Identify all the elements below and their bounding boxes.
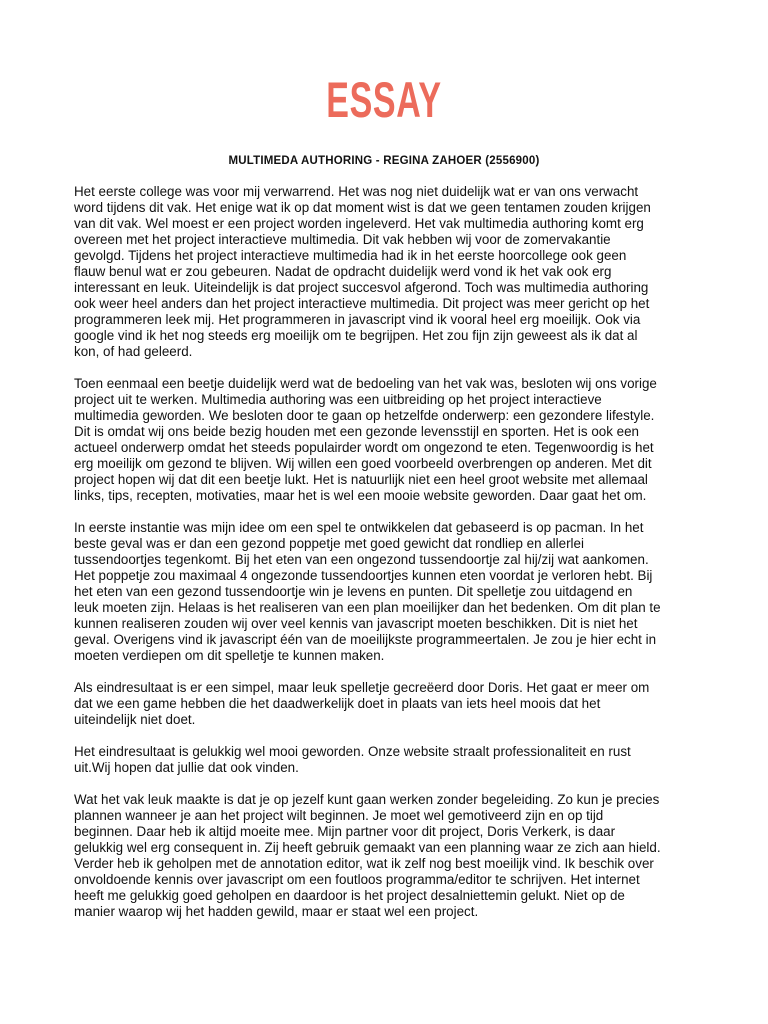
paragraph: Toen eenmaal een beetje duidelijk werd wat de bedoeling van het vak was, besloten wij ons vorige project uit te werken. Multimedia authoring was een uitbreiding op het project interactieve multimedia geworden. We besloten door te gaan op hetzelfde onderwerp: een gezondere lifestyle. Dit is omdat wij ons beide bezig houden met een gezonde levensstijl en sporten. Het is ook een actueel onderwerp omdat het steeds populairder wordt om ongezond te eten. Tegenwoordig is het erg moeilijk om gezond te blijven. Wij willen een goed voorbeeld overbrengen op anderen. Met dit project hopen wij dat dit een beetje lukt. Het is natuurlijk niet een heel groot website met allemaal links, tips, recepten, motivaties, maar het is wel een mooie website geworden. Daar gaat het om. [74, 376, 657, 503]
paragraph: In eerste instantie was mijn idee om een spel te ontwikkelen dat gebaseerd is op pacman. In het beste geval was er dan een gezond poppetje met goed gewicht dat rondliep en allerlei tussendoortjes tegenkomt. Bij het eten van een ongezond tussendoortje zal hij/zij wat aankomen. Het poppetje zou maximaal 4 ongezonde tussendoortjes kunnen eten voordat je verloren hebt. Bij het eten van een gezond tussendoortje win je levens en punten. Dit spelletje zou uitdagend en leuk moeten zijn. Helaas is het realiseren van een plan moeilijker dan het bedenken. Om dit plan te kunnen realiseren zouden wij over veel kennis van javascript moeten beschikken. Dit is niet het geval. Overigens vind ik javascript één van de moeilijkste programmeertalen. Je zou je hier echt in moeten verdiepen om dit spelletje te kunnen maken. [74, 520, 661, 663]
paragraph: Wat het vak leuk maakte is dat je op jezelf kunt gaan werken zonder begeleiding. Zo kun je precies plannen wanneer je aan het project wilt beginnen. Je moet wel gemotiveerd zijn en op tijd beginnen. Daar heb ik altijd moeite mee. Mijn partner voor dit project, Doris Verkerk, is daar gelukkig wel erg consequent in. Zij heeft gebruik gemaakt van een planning waar ze zich aan hield. Verder heb ik geholpen met de annotation editor, wat ik zelf nog best moeilijk vind. Ik beschik over onvoldoende kennis over javascript om een foutloos programma/editor te schrijven. Het internet heeft me gelukkig goed geholpen en daardoor is het project desalniettemin gelukt. Niet op de manier waarop wij het hadden gewild, maar er staat wel een project. [74, 792, 661, 919]
paragraph: Het eindresultaat is gelukkig wel mooi geworden. Onze website straalt professionaliteit en rust uit.Wij hopen dat jullie dat ook vinden. [74, 744, 631, 775]
essay-logo: ESSAY [326, 72, 442, 128]
document-subtitle: MULTIMEDA AUTHORING - REGINA ZAHOER (2556900) [228, 155, 540, 167]
document-body [74, 184, 698, 936]
paragraph: Het eerste college was voor mij verwarrend. Het was nog niet duidelijk wat er van ons verwacht word tijdens dit vak. Het enige wat ik op dat moment wist is dat we geen tentamen zouden krijgen van dit vak. Wel moest er een project worden ingeleverd. Het vak multimedia authoring komt erg overeen met het project interactieve multimedia. Dit vak hebben wij voor de zomervakantie gevolgd. Tijdens het project interactieve multimedia had ik in het eerste hoorcollege ook geen flauw benul wat er zou gebeuren. Nadat de opdracht duidelijk werd vond ik het vak ook erg interessant en leuk. Uiteindelijk is dat project succesvol afgerond. Toch was multimedia authoring ook weer heel anders dan het project interactieve multimedia. Dit project was meer gericht op het programmeren leek mij. Het programmeren in javascript vind ik vooral heel erg moeilijk. Ook via google vind ik het nog steeds erg moeilijk om te begrijpen. Het zou fijn zijn geweest als ik dat al kon, of had geleerd. [74, 184, 651, 359]
paragraph: Als eindresultaat is er een simpel, maar leuk spelletje gecreëerd door Doris. Het gaat er meer om dat we een game hebben die het daadwerkelijk doet in plaats van iets heel moois dat het uiteindelijk niet doet. [74, 680, 650, 727]
